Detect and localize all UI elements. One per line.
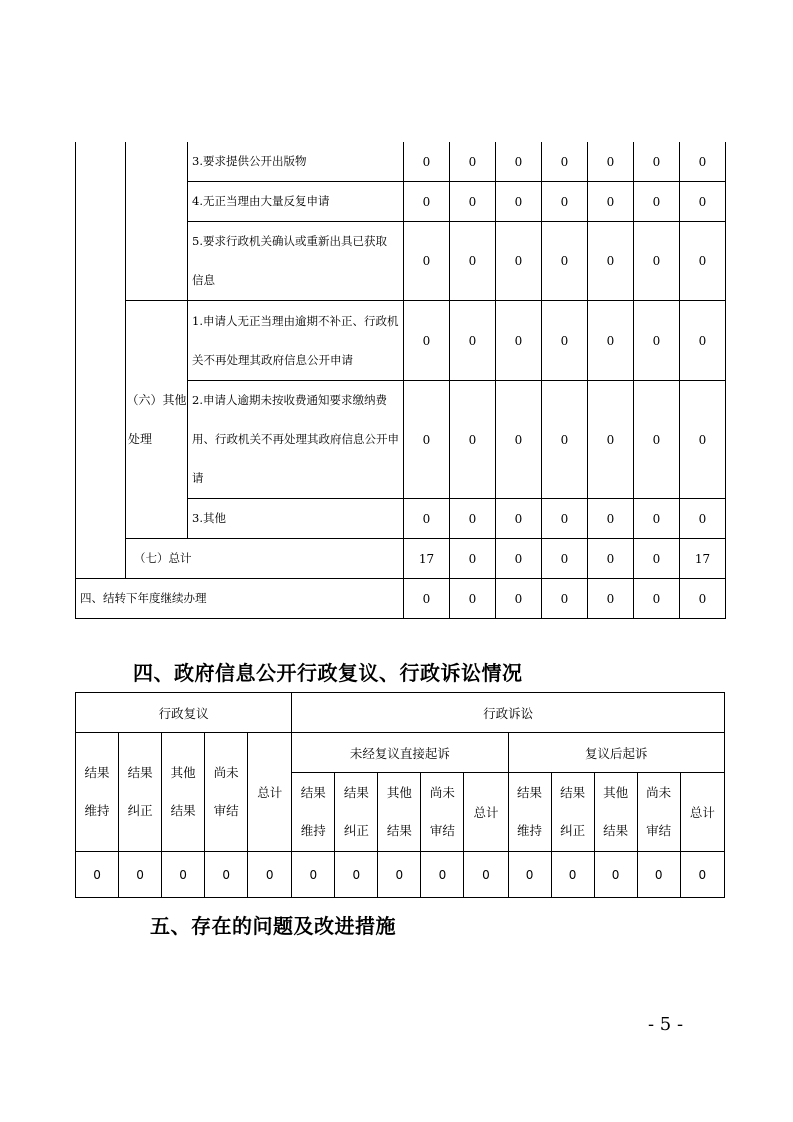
after-col-other — [594, 773, 637, 852]
value-cell: 0 — [404, 579, 450, 619]
value-cell: 0 — [634, 222, 680, 301]
value-cell: 0 — [637, 852, 680, 898]
header-line: 结果 — [84, 765, 110, 780]
value-cell: 0 — [496, 222, 542, 301]
value-cell: 0 — [496, 381, 542, 499]
value-cell: 0 — [162, 852, 205, 898]
value-cell: 0 — [588, 182, 634, 222]
value-cell: 0 — [680, 142, 726, 182]
value-cell: 0 — [680, 579, 726, 619]
row-label-line: 2.申请人逾期未按收费通知要求缴纳费 — [192, 393, 387, 407]
header-line: 审结 — [646, 823, 672, 838]
value-cell: 0 — [542, 499, 588, 539]
header-line: 结果 — [517, 785, 543, 800]
value-cell: 0 — [335, 852, 378, 898]
value-cell: 0 — [542, 539, 588, 579]
group-label-line: 处理 — [128, 431, 153, 446]
value-cell: 0 — [634, 301, 680, 381]
value-cell: 0 — [588, 579, 634, 619]
review-col-corrected — [119, 733, 162, 852]
direct-suit-header: 未经复议直接起诉 — [292, 733, 508, 773]
value-cell: 0 — [404, 381, 450, 499]
value-cell: 0 — [634, 579, 680, 619]
value-cell: 0 — [680, 852, 724, 898]
row-label-line: 关不再处理其政府信息公开申请 — [192, 352, 353, 367]
value-cell: 0 — [634, 499, 680, 539]
value-cell: 0 — [588, 301, 634, 381]
value-cell: 0 — [588, 539, 634, 579]
value-cell: 0 — [634, 142, 680, 182]
row-label-line: 用、行政机关不再处理其政府信息公开申 — [192, 432, 399, 446]
value-cell: 0 — [404, 142, 450, 182]
value-cell: 0 — [450, 579, 496, 619]
table-row — [76, 733, 725, 773]
admin-review-header: 行政复议 — [76, 693, 292, 733]
row-label — [188, 222, 404, 301]
value-cell: 0 — [76, 852, 119, 898]
header-line: 审结 — [429, 823, 455, 838]
outer-blank-cell — [76, 142, 126, 579]
value-cell: 0 — [450, 222, 496, 301]
value-cell: 0 — [248, 852, 292, 898]
value-cell: 0 — [508, 852, 551, 898]
after-col-corrected — [551, 773, 594, 852]
value-cell: 0 — [496, 579, 542, 619]
values-row — [76, 852, 725, 898]
value-cell: 0 — [634, 381, 680, 499]
header-line: 尚未 — [213, 765, 239, 780]
header-line: 其他 — [170, 765, 196, 780]
table-row — [76, 693, 725, 733]
value-cell: 0 — [542, 222, 588, 301]
header-line: 结果 — [300, 785, 326, 800]
header-line: 结果 — [386, 823, 412, 838]
review-col-other — [162, 733, 205, 852]
admin-litigation-header: 行政诉讼 — [292, 693, 725, 733]
value-cell: 0 — [680, 301, 726, 381]
page-number: - 5 - — [648, 1014, 684, 1035]
value-cell: 0 — [594, 852, 637, 898]
table-row — [76, 301, 726, 381]
section-4-heading: 四、政府信息公开行政复议、行政诉讼情况 — [133, 661, 523, 685]
value-cell: 0 — [542, 579, 588, 619]
value-cell: 0 — [404, 301, 450, 381]
value-cell: 0 — [588, 142, 634, 182]
total-row — [76, 539, 726, 579]
group-blank-cell — [126, 142, 188, 301]
header-line: 结果 — [560, 785, 586, 800]
value-cell: 17 — [680, 539, 726, 579]
carry-over-row — [76, 579, 726, 619]
value-cell: 0 — [542, 301, 588, 381]
direct-col-upheld — [292, 773, 335, 852]
total-label: （七）总计 — [126, 539, 404, 579]
row-label — [188, 301, 404, 381]
row-label-line: 5.要求行政机关确认或重新出具已获取 — [192, 234, 387, 248]
carry-over-label: 四、结转下年度继续办理 — [76, 579, 404, 619]
value-cell: 0 — [404, 222, 450, 301]
value-cell: 0 — [450, 301, 496, 381]
value-cell: 0 — [421, 852, 464, 898]
value-cell: 0 — [205, 852, 248, 898]
group-label-other — [126, 301, 188, 539]
statistics-table-continued — [75, 142, 726, 619]
value-cell: 0 — [551, 852, 594, 898]
header-line: 尚未 — [646, 785, 672, 800]
after-col-total: 总计 — [680, 773, 724, 852]
value-cell: 0 — [450, 539, 496, 579]
header-line: 结果 — [603, 823, 629, 838]
direct-col-corrected — [335, 773, 378, 852]
value-cell: 0 — [378, 852, 421, 898]
value-cell: 0 — [634, 539, 680, 579]
header-line: 纠正 — [127, 803, 153, 818]
value-cell: 0 — [680, 381, 726, 499]
header-line: 维持 — [84, 803, 110, 818]
section-5-heading: 五、存在的问题及改进措施 — [150, 914, 396, 938]
review-col-upheld — [76, 733, 119, 852]
row-label-line: 1.申请人无正当理由逾期不补正、行政机 — [192, 313, 399, 328]
header-line: 结果 — [343, 785, 369, 800]
row-label: 3.其他 — [188, 499, 404, 539]
value-cell: 17 — [404, 539, 450, 579]
value-cell: 0 — [496, 182, 542, 222]
header-line: 纠正 — [343, 823, 369, 838]
value-cell: 0 — [542, 142, 588, 182]
value-cell: 0 — [680, 182, 726, 222]
row-label: 4.无正当理由大量反复申请 — [188, 182, 404, 222]
value-cell: 0 — [680, 222, 726, 301]
value-cell: 0 — [450, 499, 496, 539]
row-label-line: 请 — [192, 471, 204, 485]
direct-col-other — [378, 773, 421, 852]
review-litigation-table — [75, 692, 725, 898]
header-line: 其他 — [386, 785, 412, 800]
value-cell: 0 — [588, 381, 634, 499]
value-cell: 0 — [404, 182, 450, 222]
value-cell: 0 — [450, 381, 496, 499]
value-cell: 0 — [496, 142, 542, 182]
value-cell: 0 — [496, 499, 542, 539]
value-cell: 0 — [404, 499, 450, 539]
header-line: 审结 — [213, 803, 239, 818]
value-cell: 0 — [634, 182, 680, 222]
table-row — [76, 142, 726, 182]
value-cell: 0 — [496, 301, 542, 381]
header-line: 维持 — [300, 823, 326, 838]
header-line: 结果 — [127, 765, 153, 780]
value-cell: 0 — [542, 182, 588, 222]
review-col-total: 总计 — [248, 733, 292, 852]
value-cell: 0 — [450, 182, 496, 222]
review-col-pending — [205, 733, 248, 852]
value-cell: 0 — [292, 852, 335, 898]
after-col-pending — [637, 773, 680, 852]
header-line: 其他 — [603, 785, 629, 800]
header-line: 纠正 — [560, 823, 586, 838]
value-cell: 0 — [450, 142, 496, 182]
table1-body — [76, 142, 726, 579]
after-col-upheld — [508, 773, 551, 852]
value-cell: 0 — [588, 222, 634, 301]
group-label-line: （六）其他 — [126, 392, 187, 407]
value-cell: 0 — [464, 852, 508, 898]
row-label-line: 信息 — [192, 273, 215, 287]
row-label: 3.要求提供公开出版物 — [188, 142, 404, 182]
value-cell: 0 — [119, 852, 162, 898]
header-line: 维持 — [517, 823, 543, 838]
after-review-suit-header: 复议后起诉 — [508, 733, 725, 773]
value-cell: 0 — [542, 381, 588, 499]
row-label — [188, 381, 404, 499]
direct-col-total: 总计 — [464, 773, 508, 852]
value-cell: 0 — [680, 499, 726, 539]
value-cell: 0 — [496, 539, 542, 579]
header-line: 尚未 — [429, 785, 455, 800]
value-cell: 0 — [588, 499, 634, 539]
direct-col-pending — [421, 773, 464, 852]
table1-footer — [76, 579, 726, 619]
header-line: 结果 — [170, 803, 196, 818]
